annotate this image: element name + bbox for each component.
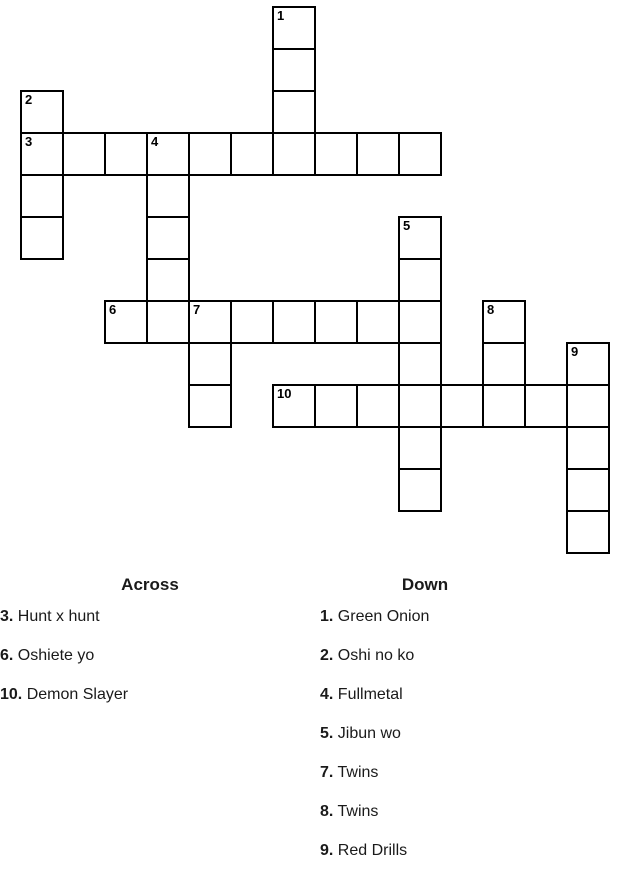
grid-cell[interactable] [146,174,190,218]
across-clue[interactable] [0,609,170,625]
grid-cell[interactable] [398,132,442,176]
grid-cell[interactable] [230,132,274,176]
grid-cell[interactable] [356,384,400,428]
down-clue-text: Jibun wo [333,725,401,742]
cell-number: 1 [277,8,285,23]
cell-number: 6 [109,302,117,317]
cell-number: 8 [487,302,495,317]
down-clue-number: 1. [320,608,334,625]
grid-cell[interactable] [398,300,442,344]
grid-cell[interactable] [314,384,358,428]
grid-cell[interactable] [272,300,316,344]
across-clue-number: 6. [0,647,14,664]
down-clue[interactable] [320,765,640,781]
grid-cell[interactable] [398,342,442,386]
grid-cell[interactable] [230,300,274,344]
down-clue[interactable] [320,726,640,742]
grid-cell[interactable] [20,132,64,176]
grid-cell[interactable] [398,216,442,260]
grid-cell[interactable] [440,384,484,428]
grid-cell[interactable] [20,174,64,218]
grid-cell[interactable] [62,132,106,176]
grid-cell[interactable] [20,216,64,260]
down-clue-number: 5. [320,725,334,742]
grid-cell[interactable] [188,300,232,344]
grid-cell[interactable] [104,132,148,176]
down-clue-text: Green Onion [333,608,430,625]
down-clue-number: 8. [320,803,334,820]
clues-section [0,565,640,882]
down-clue[interactable] [320,609,640,625]
grid-cell[interactable] [272,132,316,176]
across-clue-text: Oshiete yo [13,647,95,664]
grid-cell[interactable] [398,384,442,428]
down-clue-text: Red Drills [333,842,408,859]
grid-cell[interactable] [272,48,316,92]
grid-cell[interactable] [482,342,526,386]
across-clue-text: Hunt x hunt [13,608,100,625]
across-clue[interactable] [0,687,170,703]
grid-cell[interactable] [272,6,316,50]
cell-number: 10 [277,386,292,401]
down-clue-text: Fullmetal [333,686,403,703]
grid-cell[interactable] [398,426,442,470]
across-column [0,575,300,882]
grid-cell[interactable] [146,216,190,260]
grid-cell[interactable] [272,384,316,428]
grid-cell[interactable] [482,384,526,428]
across-clue-text: Demon Slayer [22,686,129,703]
cell-number: 5 [403,218,411,233]
down-clue-number: 4. [320,686,334,703]
grid-cell[interactable] [566,510,610,554]
down-clue-number: 9. [320,842,334,859]
grid-cell[interactable] [314,300,358,344]
across-heading: Across [121,575,179,594]
down-clue[interactable] [320,804,640,820]
grid-cell[interactable] [566,384,610,428]
grid-cell[interactable] [188,384,232,428]
down-column [300,575,640,882]
grid-cell[interactable] [146,132,190,176]
grid-cell[interactable] [188,132,232,176]
grid-cell[interactable] [356,300,400,344]
down-clue-list [320,609,640,859]
down-clue-text: Twins [333,803,379,820]
down-clue[interactable] [320,843,640,859]
down-clue[interactable] [320,648,640,664]
grid-cell[interactable] [20,90,64,134]
grid-cell[interactable] [272,90,316,134]
grid-cell[interactable] [482,300,526,344]
grid-cell[interactable] [314,132,358,176]
grid-cell[interactable] [146,258,190,302]
grid-cell[interactable] [104,300,148,344]
down-clue-text: Twins [333,764,379,781]
cell-number: 9 [571,344,579,359]
grid-cell[interactable] [146,300,190,344]
across-clue-number: 10. [0,686,23,703]
grid-cell[interactable] [398,258,442,302]
grid-cell[interactable] [566,342,610,386]
grid-cell[interactable] [398,468,442,512]
down-heading: Down [401,575,449,594]
grid-cell[interactable] [566,468,610,512]
grid-cell[interactable] [356,132,400,176]
cell-number: 2 [25,92,33,107]
cell-number: 7 [193,302,201,317]
across-clue[interactable] [0,648,170,664]
cell-number: 3 [25,134,33,149]
down-clue-number: 7. [320,764,334,781]
cell-number: 4 [151,134,159,149]
down-clue-text: Oshi no ko [333,647,415,664]
across-clue-list [0,609,170,703]
grid-cell[interactable] [566,426,610,470]
grid-cell[interactable] [188,342,232,386]
down-clue[interactable] [320,687,640,703]
across-clue-number: 3. [0,608,14,625]
down-clue-number: 2. [320,647,334,664]
grid-cell[interactable] [524,384,568,428]
